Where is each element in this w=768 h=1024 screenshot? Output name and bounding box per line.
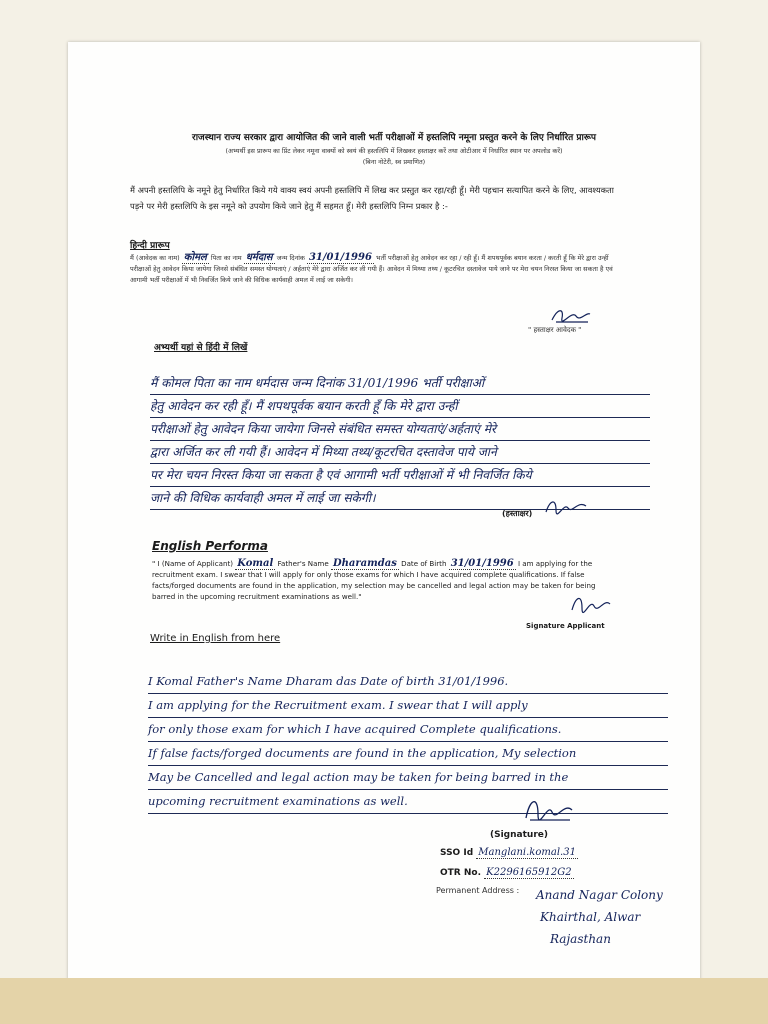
signature-label: (Signature)	[490, 830, 548, 840]
hindi-hw-line-3: परीक्षाओं हेतु आवेदन किया जायेगा जिनसे संबंधित समस्त योग्यताएं/अर्हताएं मेरे	[150, 418, 650, 441]
hindi-p3: जन्म दिनांक	[276, 254, 305, 262]
otr-no-row	[440, 867, 574, 878]
applicant-signature-2	[542, 494, 592, 518]
background-edge	[0, 978, 768, 1024]
hindi-dob: 31/01/1996	[308, 252, 372, 263]
hindi-p4: भर्ती परीक्षाओं हेतु आवेदन कर रहा / रही हूँ। मैं शपथपूर्वक बयान करता / करती हूँ कि मेरे द्वारा उन्हीं परीक्षाओं हेतु आवेदन किया जायेगा जिनसे संबंधित समस्त योग्यताएं / अर्हताएं मेरे द्वारा अर्जित कर ली गयी हैं। आवेदन में मिथ्या तथ्य / कूटरचित दस्तावेज पाये जाने पर मेरा चयन निरस्त किया जा सकता है एवं आगामी भर्ती परीक्षाओं में भी निवर्जित किये जाने की विधिक कार्यवाही अमल में लाई जा सकेगी।	[130, 254, 613, 284]
eng-t2: Father's Name	[277, 559, 329, 568]
sso-label: SSO Id	[440, 848, 474, 858]
hindi-write-heading: अभ्यर्थी यहां से हिंदी में लिखें	[154, 343, 248, 353]
applicant-signature-4	[520, 792, 580, 826]
address-line-1: Anand Nagar Colony	[536, 888, 663, 902]
hindi-father-name: धर्मदास	[245, 252, 273, 263]
hindi-proforma-heading: हिन्दी प्रारूप	[130, 241, 170, 251]
hindi-sign-label: (हस्ताक्षर)	[502, 509, 533, 518]
form-instruction: (अभ्यर्थी इस प्रारूप का प्रिंट लेकर नमूना वाक्यों को स्वयं की हस्तलिपि में लिखकर हस्ताक्षर करें तथा ओटीआर में निर्धारित स्थान पर अपलोड करें)	[225, 147, 563, 155]
hindi-p1: मैं (आवेदक का नाम)	[130, 254, 180, 262]
eng-hw-line-3: for only those exam for which I have acquired Complete qualifications.	[148, 718, 668, 742]
hindi-applicant-name: कोमल	[183, 252, 207, 263]
eng-dob: 31/01/1996	[450, 558, 514, 569]
signature-applicant-label: Signature Applicant	[526, 622, 605, 630]
otr-label: OTR No.	[440, 868, 481, 878]
english-performa-heading: English Performa	[152, 539, 268, 553]
address-line-3: Rajasthan	[550, 932, 611, 946]
hindi-hw-line-6: जाने की विधिक कार्यवाही अमल में लाई जा सकेगी।	[150, 487, 650, 510]
hindi-hw-line-4: द्वारा अर्जित कर ली गयी हैं। आवेदन में मिथ्या तथ्य/कूटरचित दस्तावेज पाये जाने	[150, 441, 650, 464]
eng-t3: Date of Birth	[401, 559, 447, 568]
english-write-heading: Write in English from here	[150, 633, 281, 644]
eng-applicant-name: Komal	[237, 558, 274, 569]
address-line-2: Khairthal, Alwar	[540, 910, 641, 924]
otr-value: K2296165912G2	[486, 867, 572, 878]
intro-paragraph: मैं अपनी हस्तलिपि के नमूने हेतु निर्धारित किये गये वाक्य स्वयं अपनी हस्तलिपि में लिख कर प्रस्तुत कर रहा/रही हूँ। मेरी पहचान सत्यापित करने के लिए, आवश्यकता पड़ने पर मेरी हस्तलिपि के इस नमूने को उपयोग किये जाने हेतु मैं सहमत हूँ। मेरी हस्तलिपि निम्न प्रकार है :-	[130, 185, 614, 211]
eng-t1: " I (Name of Applicant)	[152, 559, 233, 568]
eng-hw-line-6: upcoming recruitment examinations as well.	[148, 790, 668, 814]
hindi-hw-line-1: मैं कोमल पिता का नाम धर्मदास जन्म दिनांक 31/01/1996 भर्ती परीक्षाओं	[150, 372, 650, 395]
sso-value: Manglani.komal.31	[478, 847, 576, 858]
permanent-address-label: Permanent Address :	[436, 886, 520, 895]
eng-hw-line-4: If false facts/forged documents are found in the application, My selection	[148, 742, 668, 766]
applicant-signature-3	[568, 590, 614, 616]
sso-id-row	[440, 847, 578, 858]
hindi-p2: पिता का नाम	[210, 254, 242, 262]
eng-hw-line-1: I Komal Father's Name Dharam das Date of birth 31/01/1996.	[148, 670, 668, 694]
form-title: राजस्थान राज्य सरकार द्वारा आयोजित की जाने वाली भर्ती परीक्षाओं में हस्तलिपि नमूना प्रस्तुत करने के लिए निर्धारित प्रारूप	[192, 133, 596, 143]
english-performa-text	[152, 558, 614, 602]
hindi-hw-line-5: पर मेरा चयन निरस्त किया जा सकता है एवं आगामी भर्ती परीक्षाओं में भी निवर्जित किये	[150, 464, 650, 487]
hindi-signer-label: " हस्ताक्षर आवेदक "	[528, 326, 582, 334]
eng-father-name: Dharamdas	[332, 558, 397, 569]
form-note: (बिना नोटेरी, स्व प्रमाणित)	[362, 158, 426, 166]
english-handwriting-block	[148, 670, 668, 814]
eng-hw-line-5: May be Cancelled and legal action may be taken for being barred in the	[148, 766, 668, 790]
hindi-proforma-text	[130, 252, 622, 286]
document-sheet	[68, 42, 700, 980]
permanent-address	[536, 884, 663, 950]
eng-hw-line-2: I am applying for the Recruitment exam. I swear that I will apply	[148, 694, 668, 718]
eng-t4: I am applying for the recruitment exam. I swear that I will apply for only those exams for which I have acquired complete qualifications. If false facts/forged documents are found in the application, my selection may be cancelled and legal action may be taken for being barred in the upcoming recruitment examinations as well."	[152, 559, 596, 601]
hindi-hw-line-2: हेतु आवेदन कर रही हूँ। मैं शपथपूर्वक बयान करती हूँ कि मेरे द्वारा उन्हीं	[150, 395, 650, 418]
applicant-signature-1	[548, 304, 598, 326]
hindi-handwriting-block	[150, 372, 650, 510]
